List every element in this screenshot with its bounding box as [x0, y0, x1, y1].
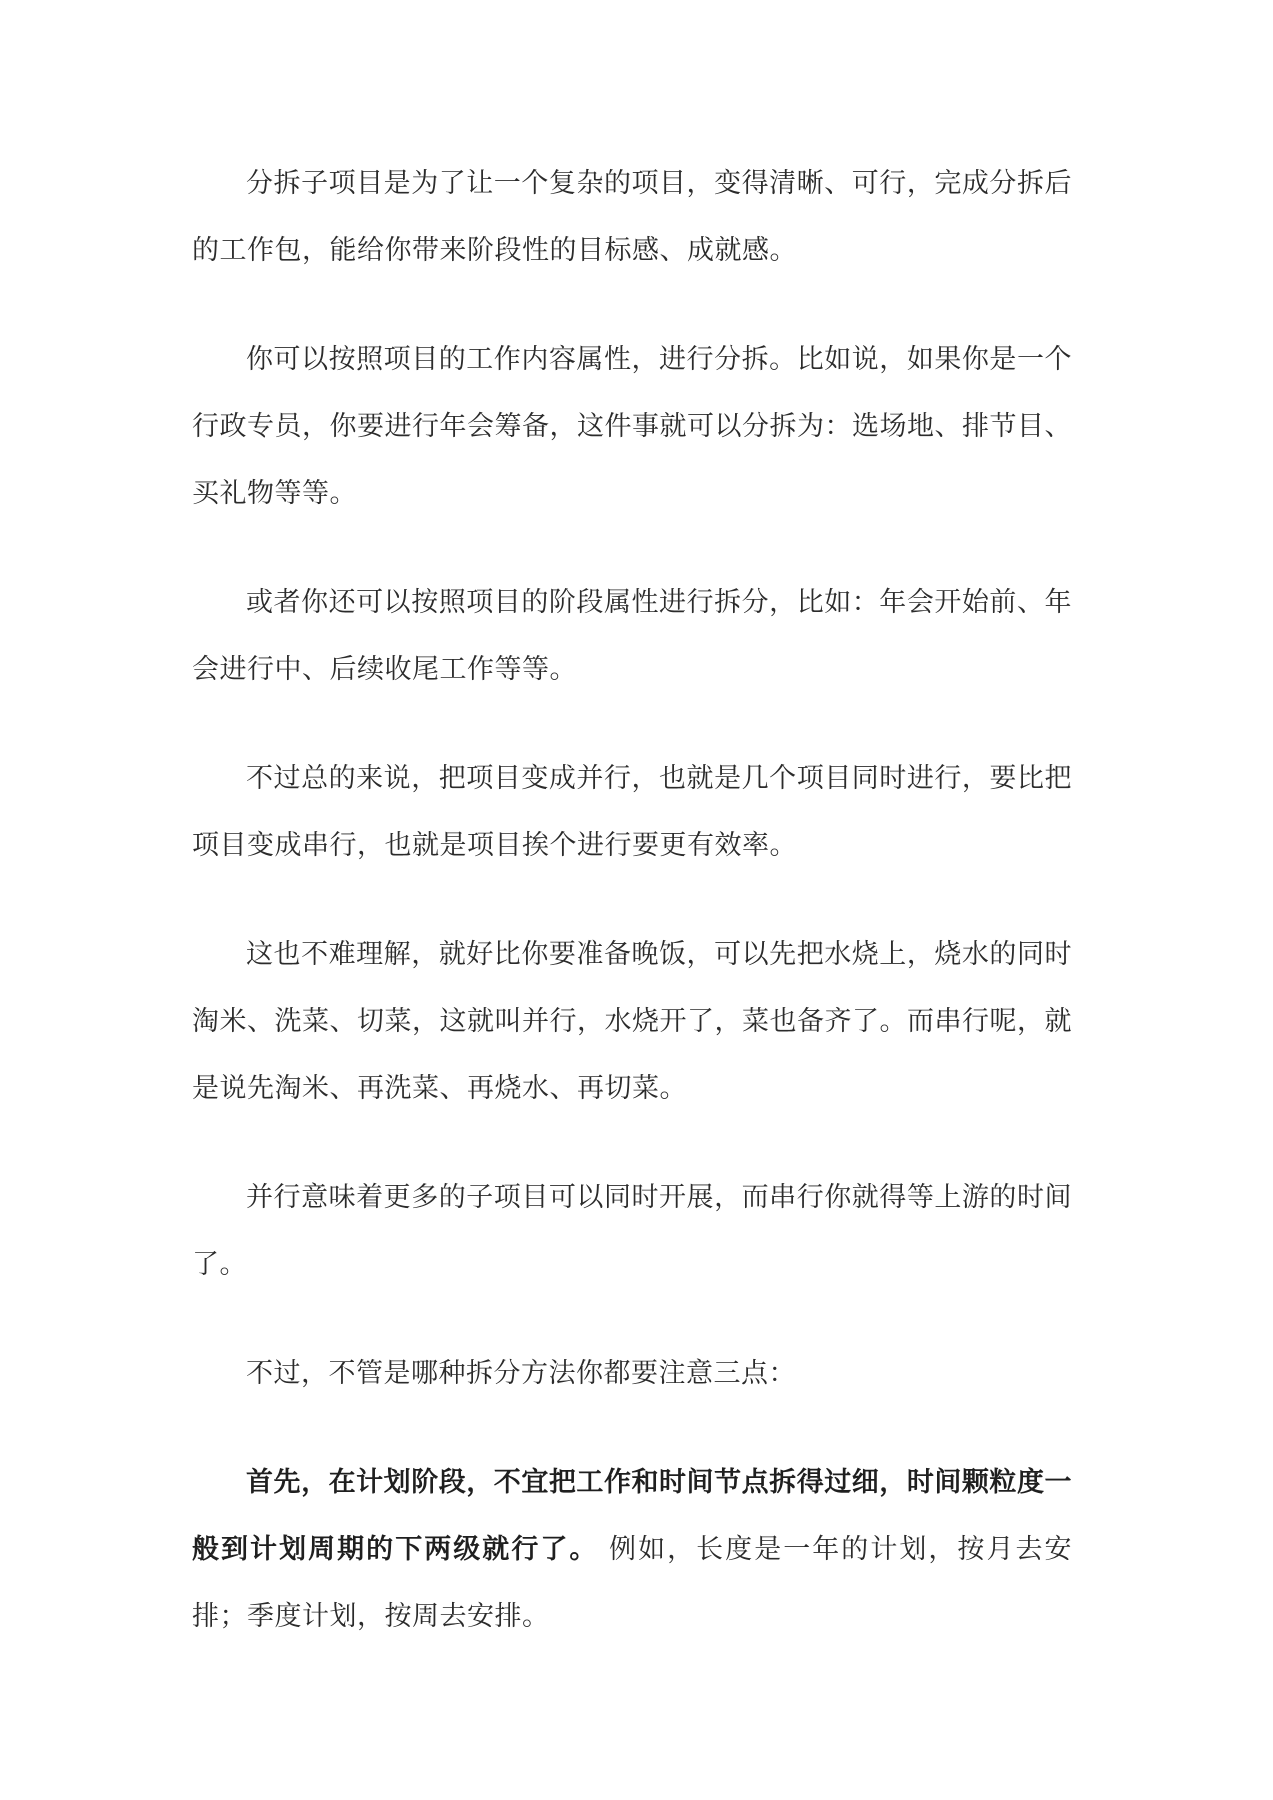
paragraph-parallel-vs-serial: 不过总的来说，把项目变成并行，也就是几个项目同时进行，要比把项目变成串行，也就是项目挨个进行要更有效率。 — [192, 763, 1072, 861]
first-point-example: 例如，长度是一年的计划，按月去安排；季度计划，按周去安排。 — [192, 1534, 1073, 1632]
paragraph-split-purpose: 分拆子项目是为了让一个复杂的项目，变得清晰、可行，完成分拆后的工作包，能给你带来阶段性的目标感、成就感。 — [192, 168, 1072, 266]
paragraph-split-by-stage: 或者你还可以按照项目的阶段属性进行拆分，比如：年会开始前、年会进行中、后续收尾工作等等。 — [192, 587, 1072, 685]
paragraph-first-point — [192, 1449, 1072, 1650]
paragraph-dinner-example: 这也不难理解，就好比你要准备晚饭，可以先把水烧上，烧水的同时淘米、洗菜、切菜，这就叫并行，水烧开了，菜也备齐了。而串行呢，就是说先淘米、再洗菜、再烧水、再切菜。 — [192, 939, 1072, 1104]
paragraph-parallel-meaning: 并行意味着更多的子项目可以同时开展，而串行你就得等上游的时间了。 — [192, 1182, 1072, 1280]
first-point-emphasis: 首先，在计划阶段，不宜把工作和时间节点拆得过细，时间颗粒度一般到计划周期的下两级就行了。 — [192, 1467, 1072, 1565]
paragraph-three-points-intro: 不过，不管是哪种拆分方法你都要注意三点： — [246, 1358, 796, 1389]
document-page — [192, 150, 1072, 1692]
paragraph-split-by-content: 你可以按照项目的工作内容属性，进行分拆。比如说，如果你是一个行政专员，你要进行年会筹备，这件事就可以分拆为：选场地、排节目、买礼物等等。 — [192, 344, 1072, 509]
